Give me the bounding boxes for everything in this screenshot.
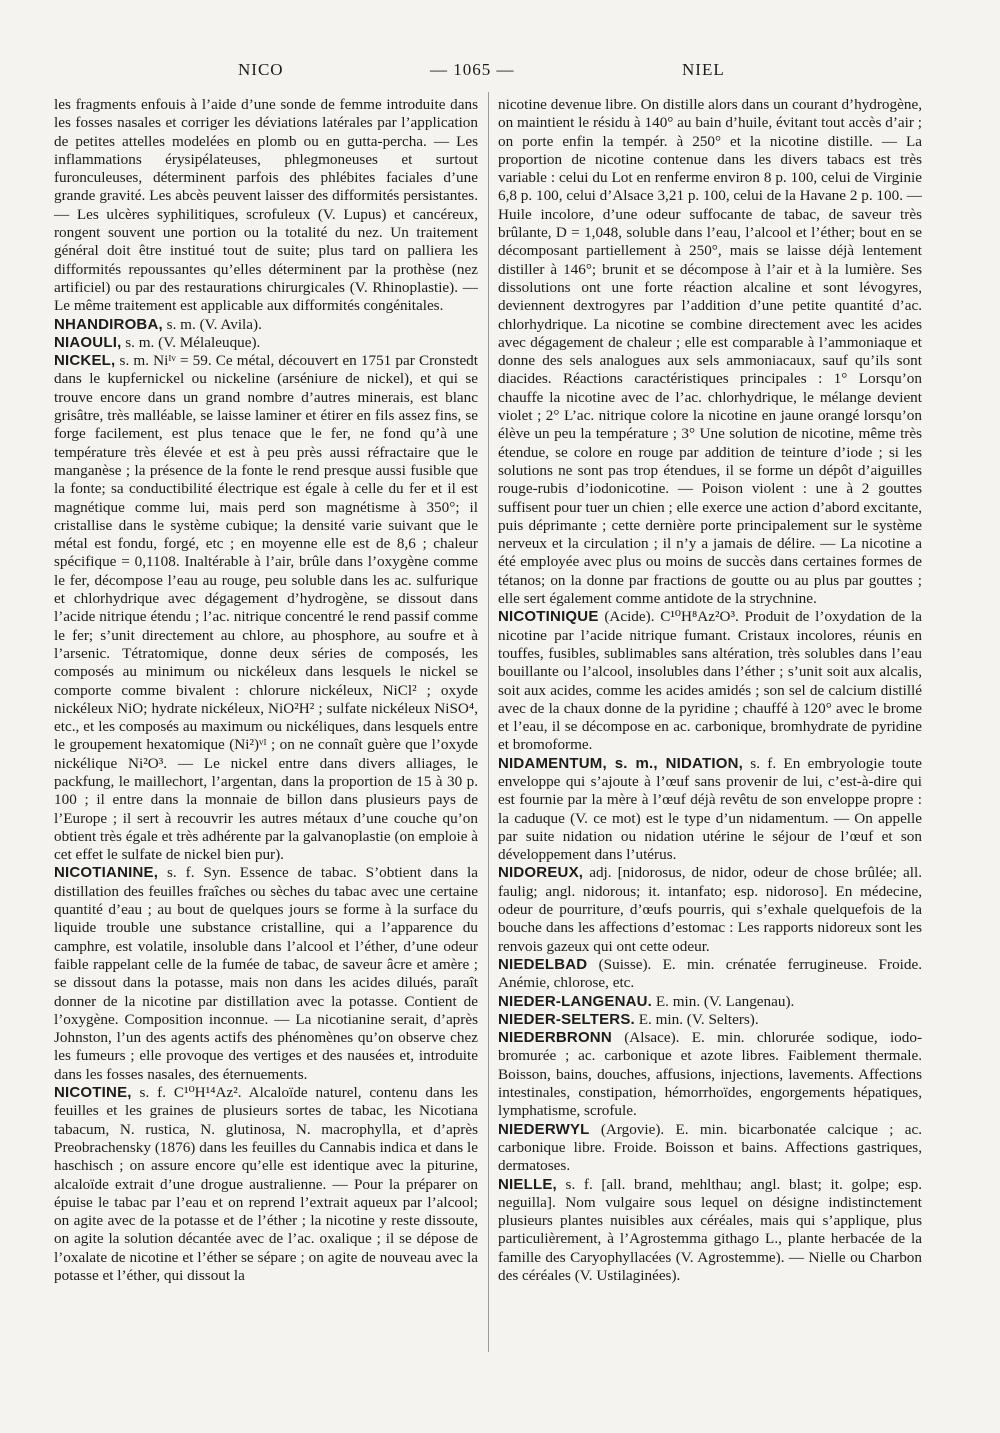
continued-paragraph: les fragments enfouis à l’aide d’une sonde de femme introduite dans les fosses nasales et corriger les déviations latérales par l’application de petites attelles modelées en plomb ou en gutta-percha. — Les inflammations érysipélateuses, phlegmoneuses et surtout furonculeuses, déterminent parfois des phlébites faciales d’une grande gravité. Les abcès peuvent laisser des difformités persistantes. — Les ulcères syphilitiques, scrofuleux (V. Lupus) et cancéreux, rongent souvent une portion ou la totalité du nez. Un traitement général doit être institué tout de suite; plus tard on palliera les difformités repoussantes qu’elles déterminent par la prothèse (nez artificiel) ou par des restaurations chirurgicales (V. Rhinoplastie). — Le même traitement est applicable aux difformités congénitales. [54,96,478,315]
left-column [54,96,478,1285]
column-divider [488,92,489,1352]
entry-text: (Suisse). E. min. crénatée ferrugineuse. Froide. Anémie, chlorose, etc. [498,955,923,992]
header-right-word: NIEL [682,60,725,79]
entry-headword: NIAOULI, [54,333,122,351]
entry-niedelbad [498,956,922,993]
entry-headword: NICOTINIQUE [498,608,599,626]
entry-headword: NIEDERWYL [498,1120,590,1138]
entry-text: s. f. [all. brand, mehlthau; angl. blast; it. golpe; esp. neguilla]. Nom vulgaire sous lequel on désigne indistinctement plusieurs plantes nuisibles aux céréales, mais qui s’applique, plus particulièrement, à l’Agrostemma githago L., plante herbacée de la famille des Caryophyllacées (V. Agrostemme). — Nielle ou Charbon des céréales (V. Ustilaginées). [498,1175,923,1284]
entry-text: (Alsace). E. min. chlorurée sodique, iodo-bromurée ; ac. carbonique et azote libres. Faiblement thermale. Boisson, bains, douches, affusions, injections, lavements. Affections intestinales, constipation, hémorrhoïdes, engorgements hépatiques, lymphatisme, scrofule. [498,1029,923,1120]
entry-niederbronn [498,1029,922,1120]
entry-text: s. f. C¹⁰H¹⁴Az². Alcaloïde naturel, contenu dans les feuilles et les graines de plusieurs sortes de tabac, les Nicotiana tabacum, N. rustica, N. glutinosa, N. macrophylla, et d’après Preobrachensky (1876) dans les feuilles du Cannabis indica et dans le haschisch ; on assure encore qu’elle est identique avec la piturine, alcaloïde extrait d’une drogue australienne. — Pour la préparer on épuise le tabac par l’eau et on reprend l’extrait aqueux par l’alcool; on agite avec de la potasse et de l’éther ; la nicotine y reste dissoute, on agite la solution décantée avec de l’ac. oxalique ; il se dépose de l’oxalate de nicotine et l’éther se sépare ; on agite de nouveau avec la potasse et l’éther, qui dissout la [54,1084,479,1284]
entry-text: s. m. (V. Avila). [166,315,262,333]
entry-nieder-selters [498,1011,922,1029]
right-column [498,96,922,1285]
entry-headword: NICKEL, [54,352,116,370]
entry-text: s. f. Syn. Essence de tabac. S’obtient dans la distillation des feuilles fraîches ou sèches du tabac avec une certaine quantité d’eau ; au bout de quelques jours se forme à la surface du liquide trouble une substance cristalline, qui a l’apparence du camphre, est volatile, insoluble dans l’alcool et l’éther, d’une odeur faible rappelant celle de la fumée de tabac, de saveur âcre et amère ; se dissout dans la potasse, mais non dans les acides dilués, paraît donner de la nicotine par distillation avec la potasse. Contient de l’oxygène. Composition inconnue. — La nicotianine serait, d’après Johnston, l’un des agents actifs des phénomènes qu’on observe chez les fumeurs ; elle provoque des vertiges et des nausées et, introduite dans les fosses nasales, des éternuements. [54,864,479,1083]
entry-headword: NIEDELBAD [498,955,588,973]
entry-headword: NICOTIANINE, [54,864,159,882]
entry-nickel [54,352,478,864]
page-number: — 1065 — [430,60,515,79]
entry-text: (Argovie). E. min. bicarbonatée calcique ; ac. carbonique libre. Froide. Boisson et bains. Affections gastriques, dermatoses. [498,1120,923,1175]
entry-text: s. f. En embryologie toute enveloppe qui s’ajoute à l’œuf sans provenir de lui, c’est-à-dire qui est fournie par la mère à l’œuf déjà revêtu de son enveloppe propre : la caduque (V. ce mot) est le type d’un nidamentum. — On appelle par suite nidation ou nidation utérine le séjour de l’œuf et son développement dans l’utérus. [498,754,923,864]
entry-headword: NIEDERBRONN [498,1029,612,1047]
entry-nicotianine [54,864,478,1084]
entry-nieder-langenau [498,993,922,1011]
entry-nidamentum [498,755,922,865]
entry-text: adj. [nidorosus, de nidor, odeur de chose brûlée; all. faulig; angl. nidorous; it. intanfato; esp. nidoroso]. En médecine, odeur de pourriture, d’œufs pourris, qui s’exhale quelquefois de la bouche dans les affections d’estomac : Les rapports nidoreux sont les renvois gazeux qui ont cette odeur. [498,864,922,955]
entry-headword: NIELLE, [498,1175,557,1193]
entry-headword: NICOTINE, [54,1084,132,1102]
entry-text: s. m. (V. Mélaleuque). [125,333,261,351]
entry-headword: NIDOREUX, [498,864,584,882]
entry-nicotinique [498,608,922,754]
entry-nicotine [54,1084,478,1285]
entry-text: (Acide). C¹⁰H⁸Az²O³. Produit de l’oxydation de la nicotine par l’acide nitrique fumant. Cristaux incolores, réunis en touffes, fusibles, sublimables sans altération, très solubles dans l’eau bouillante ou l’alcool, insolubles dans l’éther ; s’unit soit aux alcalis, soit aux acides, comme les acides amidés ; son sel de calcium distillé avec de la chaux donne de la pyridine ; chauffé à 120° avec le brome et l’eau, il se décompose en ac. carbonique, bromhydrate de pyridine et bromoforme. [498,608,923,754]
entry-headword: NIEDER-SELTERS. [498,1010,635,1028]
header-left-word: NICO [238,60,284,79]
running-header [52,60,948,88]
entry-nidoreux [498,864,922,955]
entry-headword: NIEDER-LANGENAU. [498,992,653,1010]
entry-niederwyl [498,1121,922,1176]
entry-nielle [498,1176,922,1286]
entry-headword: NHANDIROBA, [54,315,163,333]
entry-text: s. m. Niᴵᵛ = 59. Ce métal, découvert en 1751 par Cronstedt dans le kupfernickel ou nickeline (arséniure de nickel), et qui se trouve encore dans un grand nombre d’autres minerais, est blanc grisâtre, très malléable, se laisse laminer et étirer en fils assez fins, se forge facilement, est plus tenace que le fer, ne fond qu’à une température très élevée et est à peu près aussi réfractaire que le manganèse ; la présence de la fonte le rend presque aussi fusible que la fonte; sa conductibilité électrique est égale à celle du fer et il est magnétique comme lui, mais perd son magnétisme à 350°; il cristallise dans le système cubique; la densité varie suivant que le métal est fondu, forgé, etc ; en moyenne elle est de 8,6 ; chaleur spécifique = 0,1108. Inaltérable à l’air, brûle dans l’oxygène comme le fer, décompose l’eau au rouge, peu soluble dans les ac. sulfurique et chlorhydrique avec dégagement d’hydrogène, se dissout dans l’acide nitrique étendu ; l’ac. nitrique concentré le rend passif comme le fer; s’unit directement au chlore, au phosphore, au soufre et à l’arsenic. Tétratomique, donne deux séries de composés, les composés au minimum ou nickéleux dans lesquels le nickel se comporte comme bivalent : chlorure nickéleux, NiCl² ; oxyde nickéleux NiO; hydrate nickéleux, NiO²H² ; sulfate nickéleux NiSO⁴, etc., et les composés au maximum ou nickéliques, dans lesquels entre le groupement hexatomique (Ni²)ᵛᴵ ; on ne connaît guère que l’oxyde nickélique Ni²O³. — Le nickel entre dans divers alliages, le packfung, le maillechort, l’argentan, dans la proportion de 15 à 30 p. 100 ; il entre dans la monnaie de billon dans plusieurs pays de l’Europe ; il sert à recouvrir les autres métaux d’une couche qu’on obtient très égale et très adhérente par la galvanoplastie (on emploie à cet effet le sulfate de nickel bien pur). [54,352,478,864]
entry-niaouli [54,334,478,352]
entry-text: E. min. (V. Langenau). [655,992,795,1010]
entry-headword: NIDAMENTUM, s. m., NIDATION, [498,754,743,772]
entry-text: E. min. (V. Selters). [638,1010,759,1028]
entry-nhandiroba [54,316,478,334]
continued-paragraph: nicotine devenue libre. On distille alors dans un courant d’hydrogène, on maintient le résidu à 140° au bain d’huile, évitant tout accès d’air ; on porte enfin la tempér. à 250° et la nicotine distille. — La proportion de nicotine contenue dans les divers tabacs est très variable : celui du Lot en renferme environ 8 p. 100, celui de Virginie 6,8 p. 100, celui d’Alsace 3,21 p. 100, celui de la Havane 2 p. 100. — Huile incolore, d’une odeur suffocante de tabac, de saveur très brûlante, D = 1,048, soluble dans l’eau, l’alcool et l’éther; bout en se décomposant partiellement à 250°, mais se laisse déjà lentement distiller à 146°; brunit et se décompose à l’air et à la lumière. Ses dissolutions ont une forte réaction alcaline et sont lévogyres, deviennent dextrogyres par l’addition d’une petite quantité d’ac. chlorhydrique. La nicotine se combine directement avec les acides avec dégagement de chaleur ; elle est comparable à l’ammoniaque et donne des sels analogues aux sels ammoniacaux, sauf qu’ils sont diacides. Réactions caractéristiques principales : 1° Lorsqu’on chauffe la nicotine avec de l’ac. chlorhydrique, le mélange devient violet ; 2° L’ac. nitrique colore la nicotine en jaune orangé lorsqu’on élève un peu la température ; 3° Une solution de nicotine, même très étendue, se colore en rouge par addition de teinture d’iode ; si les solutions ne sont pas trop étendues, il se forme un dépôt d’aiguilles rouge-rubis d’iodonicotine. — Poison violent : une à 2 gouttes suffisent pour tuer un chien ; elle exerce une action d’abord excitante, puis déprimante ; cette dernière porte principalement sur le système nerveux et la circulation ; il n’y a jamais de délire. — La nicotine a été employée avec plus ou moins de succès dans certaines formes de tétanos; on la donne par fractions de goutte ou au plus par gouttes ; elle sert également comme antidote de la strychnine. [498,96,922,608]
